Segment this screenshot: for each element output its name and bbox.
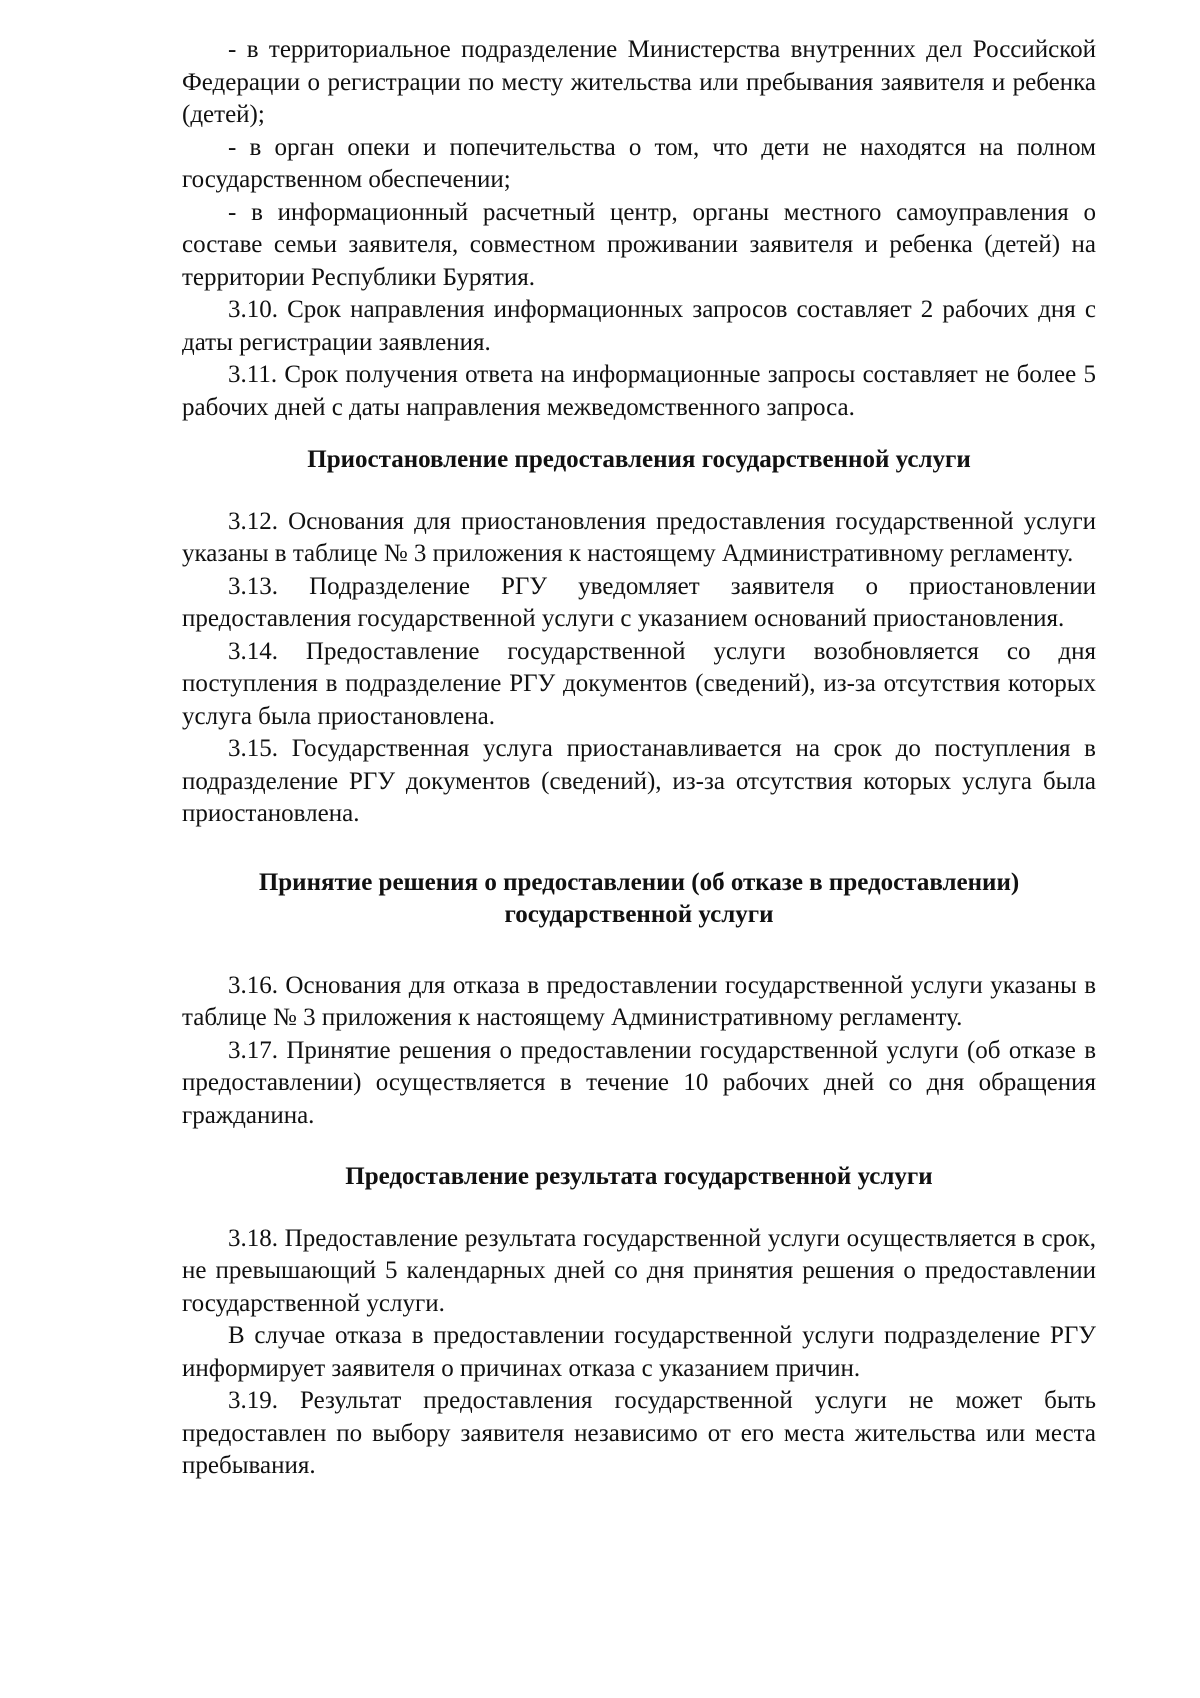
spacer xyxy=(182,1132,1096,1161)
paragraph-3-17: 3.17. Принятие решения о предоставлении государственной услуги (об отказе в предоставлении) осуществляется в течение 10 рабочих дней со дня обращения гражданина. xyxy=(182,1036,1096,1129)
heading-suspension: Приостановление предоставления государственной услуги xyxy=(307,446,971,473)
paragraph-guardianship-request: - в орган опеки и попечительства о том, что дети не находятся на полном государственном обеспечении; xyxy=(182,133,1096,193)
spacer xyxy=(182,477,1096,506)
paragraph-mvd-request: - в территориальное подразделение Министерства внутренних дел Российской Федерации о регистрации по месту жительства или пребывания заявителя и ребенка (детей); xyxy=(182,36,1096,128)
paragraph-3-14: 3.14. Предоставление государственной услуги возобновляется со дня поступления в подразделение РГУ документов (сведений), из-за отсутствия которых услуга была приостановлена. xyxy=(182,637,1096,730)
heading-result: Предоставление результата государственной услуги xyxy=(345,1163,933,1190)
heading-decision xyxy=(182,867,1096,932)
spacer xyxy=(182,424,1096,444)
paragraph-3-13: 3.13. Подразделение РГУ уведомляет заявителя о приостановлении предоставления государственной услуги с указанием оснований приостановления. xyxy=(182,572,1096,632)
paragraph-3-15: 3.15. Государственная услуга приостанавливается на срок до поступления в подразделение РГУ документов (сведений), из-за отсутствия которых услуга была приостановлена. xyxy=(182,735,1096,827)
spacer xyxy=(182,1194,1096,1223)
heading-decision-line-2: государственной услуги xyxy=(504,901,774,928)
spacer xyxy=(182,831,1096,867)
paragraph-3-16: 3.16. Основания для отказа в предоставлении государственной услуги указаны в таблице № 3 приложения к настоящему Административному регламенту. xyxy=(182,971,1096,1031)
paragraph-3-18: 3.18. Предоставление результата государственной услуги осуществляется в срок, не превышающий 5 календарных дней со дня принятия решения о предоставлении государственной услуги. xyxy=(182,1224,1096,1317)
paragraph-3-10: 3.10. Срок направления информационных запросов составляет 2 рабочих дня с даты регистрации заявления. xyxy=(182,296,1096,356)
paragraph-3-19: 3.19. Результат предоставления государственной услуги не может быть предоставлен по выбору заявителя независимо от его места жительства или места пребывания. xyxy=(182,1387,1096,1479)
heading-decision-line-1: Принятие решения о предоставлении (об отказе в предоставлении) xyxy=(258,868,1020,896)
paragraph-3-12: 3.12. Основания для приостановления предоставления государственной услуги указаны в таблице № 3 приложения к настоящему Административному регламенту. xyxy=(182,507,1096,567)
spacer xyxy=(182,932,1096,970)
paragraph-3-11: 3.11. Срок получения ответа на информационные запросы составляет не более 5 рабочих дней с даты направления межведомственного запроса. xyxy=(182,361,1096,421)
paragraph-info-center-request: - в информационный расчетный центр, органы местного самоуправления о составе семьи заявителя, совместном проживании заявителя и ребенка (детей) на территории Республики Бурятия. xyxy=(182,198,1096,291)
paragraph-refusal-notice: В случае отказа в предоставлении государственной услуги подразделение РГУ информирует заявителя о причинах отказа с указанием причин. xyxy=(182,1322,1096,1382)
